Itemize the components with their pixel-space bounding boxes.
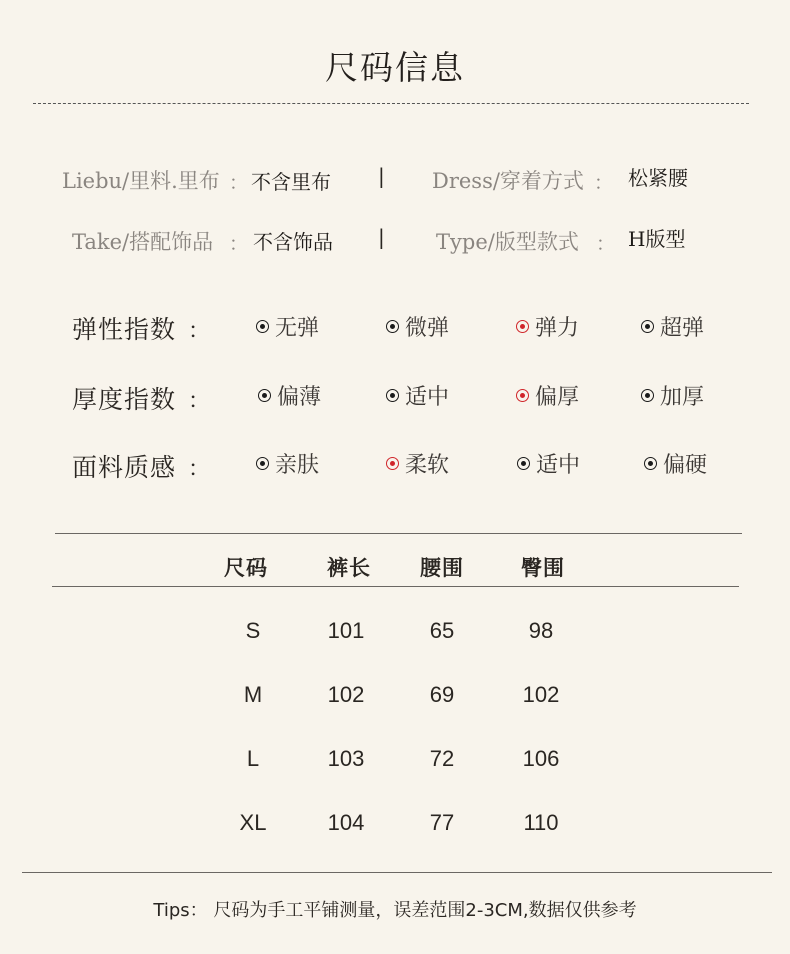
table-cell: 72 — [429, 746, 455, 771]
table-cell: 69 — [429, 682, 455, 707]
table-cell: XL — [239, 810, 267, 835]
table-cell: 103 — [327, 746, 365, 771]
table-cell: 104 — [327, 810, 365, 835]
radio-icon — [258, 389, 271, 402]
info-separator: | — [378, 225, 385, 249]
table-cell: 102 — [327, 682, 365, 707]
info-colon: ： — [229, 233, 249, 255]
table-cell: L — [246, 746, 260, 771]
table-header-hip: 臀围 — [521, 555, 565, 580]
option-texture-0[interactable]: 亲肤 — [256, 448, 319, 479]
info-label-lining: Liebu/里料.里布 — [62, 169, 220, 193]
option-thickness-2[interactable]: 偏厚 — [516, 380, 579, 411]
radio-icon — [641, 320, 654, 333]
tips-text: Tips： 尺码为手工平铺测量，误差范围2-3CM,数据仅供参考 — [153, 900, 637, 921]
info-separator: | — [378, 164, 385, 188]
dotted-divider — [33, 103, 749, 104]
info-value-lining: 不含里布 — [251, 170, 331, 194]
radio-selected-icon — [516, 389, 529, 402]
table-header-size: 尺码 — [224, 555, 268, 580]
radio-icon — [256, 457, 269, 470]
table-cell: 65 — [429, 618, 455, 643]
table-header-rule — [52, 586, 739, 587]
table-cell: M — [243, 682, 263, 707]
option-elasticity-2[interactable]: 弹力 — [516, 311, 579, 342]
table-cell: 98 — [528, 618, 554, 643]
option-thickness-0[interactable]: 偏薄 — [258, 380, 321, 411]
footer-rule — [22, 872, 772, 873]
table-cell: 101 — [327, 618, 365, 643]
attr-colon: ： — [188, 319, 211, 344]
info-value-type: H版型 — [628, 227, 686, 251]
attr-colon: ： — [188, 389, 211, 414]
radio-icon — [386, 389, 399, 402]
option-elasticity-3[interactable]: 超弹 — [641, 311, 704, 342]
option-texture-1[interactable]: 柔软 — [386, 448, 449, 479]
page-title: 尺码信息 — [325, 48, 465, 87]
table-header-waist: 腰围 — [420, 555, 464, 580]
table-cell: 77 — [429, 810, 455, 835]
info-label-dress: Dress/穿着方式 — [432, 169, 584, 193]
option-elasticity-1[interactable]: 微弹 — [386, 311, 449, 342]
attr-label-elasticity: 弹性指数 — [72, 315, 177, 344]
info-colon: ： — [594, 172, 614, 194]
table-cell: 102 — [522, 682, 560, 707]
attr-label-thickness: 厚度指数 — [72, 385, 177, 414]
radio-selected-icon — [386, 457, 399, 470]
radio-icon — [386, 320, 399, 333]
attr-label-texture: 面料质感 — [72, 453, 177, 482]
info-colon: ： — [596, 233, 616, 255]
table-top-rule — [55, 533, 742, 534]
option-elasticity-0[interactable]: 无弹 — [256, 311, 319, 342]
option-texture-3[interactable]: 偏硬 — [644, 448, 707, 479]
radio-icon — [517, 457, 530, 470]
radio-selected-icon — [516, 320, 529, 333]
info-label-accessory: Take/搭配饰品 — [72, 230, 214, 254]
option-thickness-3[interactable]: 加厚 — [641, 380, 704, 411]
table-cell: S — [245, 618, 261, 643]
info-value-accessory: 不含饰品 — [253, 230, 333, 254]
info-value-dress: 松紧腰 — [628, 166, 688, 190]
radio-icon — [256, 320, 269, 333]
attr-colon: ： — [188, 457, 211, 482]
table-cell: 110 — [523, 810, 559, 835]
option-thickness-1[interactable]: 适中 — [386, 380, 449, 411]
radio-icon — [644, 457, 657, 470]
option-texture-2[interactable]: 适中 — [517, 448, 580, 479]
table-cell: 106 — [522, 746, 560, 771]
table-header-length: 裤长 — [327, 555, 371, 580]
info-label-type: Type/版型款式 — [436, 230, 579, 254]
radio-icon — [641, 389, 654, 402]
info-colon: ： — [229, 172, 249, 194]
